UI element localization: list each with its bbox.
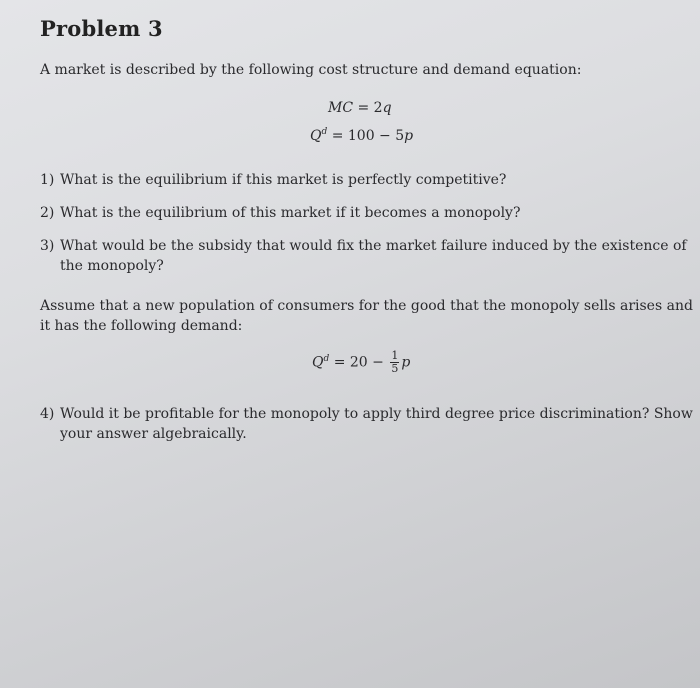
demand2-lhs: Q [312,354,324,371]
fraction [390,350,399,375]
demand2-rhs: = 20 − [329,354,389,371]
demand-equation-1 [310,128,413,144]
fraction-denominator: 5 [391,362,399,375]
question-4-line2: your answer algebraically. [60,426,247,442]
assumption-paragraph [40,296,700,336]
mc-lhs: MC [328,100,354,116]
demand1-rhs: = 100 − 5 [327,128,405,144]
demand1-sup: d [321,127,328,137]
demand-equation-2 [312,350,410,375]
question-3-number: 3) [40,238,55,254]
question-4-number: 4) [40,406,55,422]
question-2 [40,203,520,223]
fraction-numerator: 1 [391,349,399,362]
question-3 [40,236,687,276]
question-1 [40,170,506,190]
marginal-cost-equation [328,100,392,116]
demand2-var: p [401,354,411,371]
mc-var: q [382,100,392,116]
problem-title: Problem 3 [40,16,163,41]
intro-text: A market is described by the following cost structure and demand equation: [40,62,582,78]
question-4-line1: Would it be profitable for the monopoly to apply third degree price discrimination? Show [60,406,693,422]
assumption-line2: it has the following demand: [40,318,243,334]
question-2-number: 2) [40,205,55,221]
assumption-line1: Assume that a new population of consumers for the good that the monopoly sells arises and [40,298,693,314]
question-2-text: What is the equilibrium of this market if it becomes a monopoly? [60,205,521,221]
question-1-number: 1) [40,172,55,188]
question-4 [40,404,693,444]
question-3-line2: the monopoly? [60,258,164,274]
mc-rhs: = 2 [353,100,383,116]
question-3-line1: What would be the subsidy that would fix the market failure induced by the existence of [60,238,687,254]
demand1-var: p [404,128,414,144]
demand2-sup: d [323,353,330,364]
question-1-text: What is the equilibrium if this market is perfectly competitive? [60,172,507,188]
demand1-lhs: Q [310,128,322,144]
